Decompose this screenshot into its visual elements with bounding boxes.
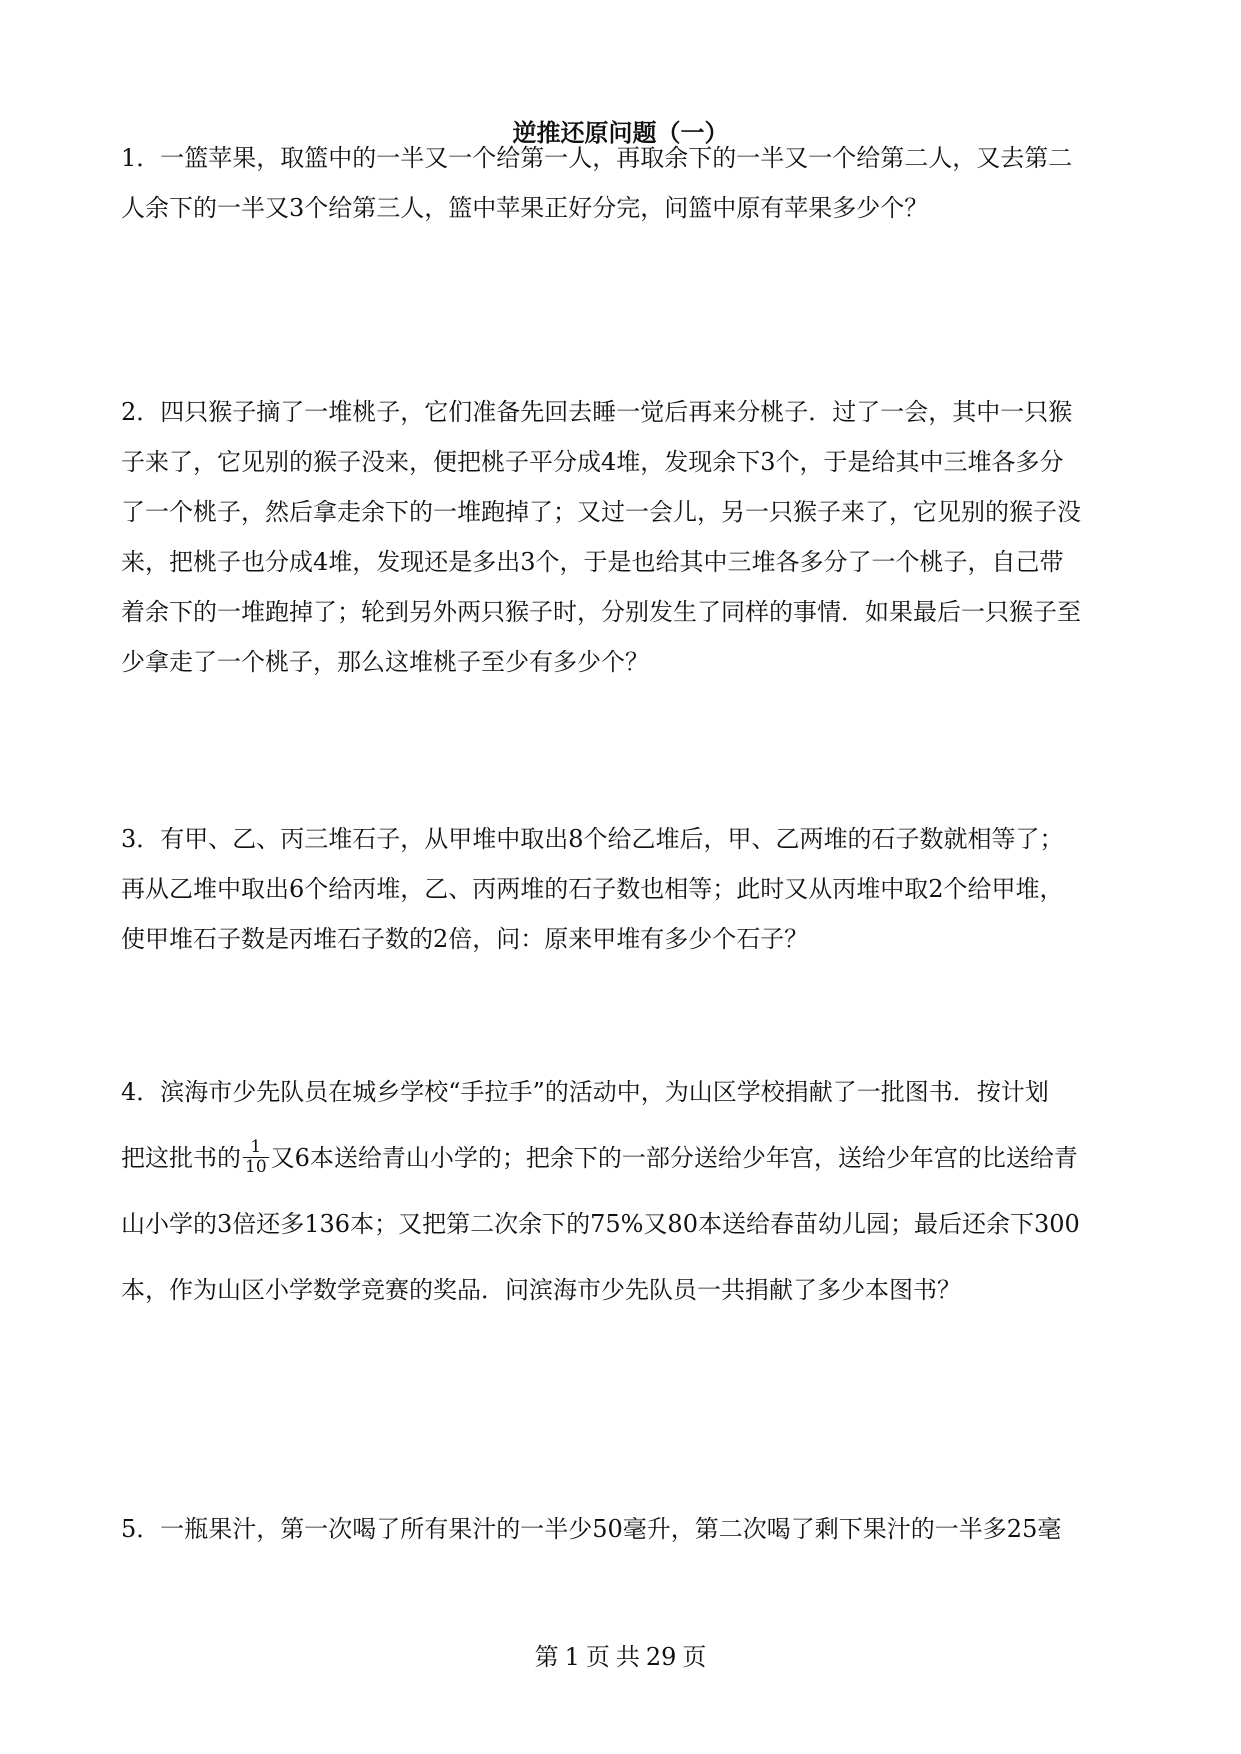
problem-4-line-2-start: 把这批书的 xyxy=(121,1144,241,1172)
fraction-numerator: 1 xyxy=(243,1138,269,1158)
problem-2-line-1: 2．四只猴子摘了一堆桃子，它们准备先回去睡一觉后再来分桃子．过了一会，其中一只猴 xyxy=(121,398,1073,426)
footer-page-number: 1 xyxy=(564,1643,580,1671)
problem-2-line-4: 来，把桃子也分成4堆，发现还是多出3个，于是也给其中三堆各多分了一个桃子，自己带 xyxy=(121,548,1064,576)
problem-4-line-2-end: 又6本送给青山小学的；把余下的一部分送给少年宫，送给少年宫的比送给青 xyxy=(270,1144,1078,1172)
problem-4-line-3: 山小学的3倍还多136本；又把第二次余下的75%又80本送给春苗幼儿园；最后还余下300 xyxy=(121,1210,1080,1238)
problem-2 xyxy=(121,387,1121,687)
footer-total-unit: 页 xyxy=(682,1643,707,1671)
problem-1 xyxy=(121,133,1121,233)
fraction-one-tenth xyxy=(243,1138,269,1177)
fraction-denominator: 10 xyxy=(245,1157,267,1177)
problem-4-line-2 xyxy=(121,1125,1121,1191)
footer-total-word: 共 xyxy=(615,1643,640,1671)
footer-total-number: 29 xyxy=(645,1643,677,1671)
problem-3-line-3: 使甲堆石子数是丙堆石子数的2倍，问：原来甲堆有多少个石子？ xyxy=(121,925,809,953)
footer-page-unit: 页 xyxy=(585,1643,610,1671)
footer-page-word: 第 xyxy=(534,1643,559,1671)
problem-2-line-6: 少拿走了一个桃子，那么这堆桃子至少有多少个？ xyxy=(121,648,649,676)
problem-3 xyxy=(121,814,1121,964)
problem-1-line-1: 1．一篮苹果，取篮中的一半又一个给第一人，再取余下的一半又一个给第二人，又去第二 xyxy=(121,144,1073,172)
problem-4-line-1: 4．滨海市少先队员在城乡学校“手拉手”的活动中，为山区学校捐献了一批图书．按计划 xyxy=(121,1078,1049,1106)
page-footer xyxy=(0,1642,1241,1672)
problem-2-line-3: 了一个桃子，然后拿走余下的一堆跑掉了；又过一会儿，另一只猴子来了，它见别的猴子没 xyxy=(121,498,1081,526)
problem-4-line-4: 本，作为山区小学数学竞赛的奖品．问滨海市少先队员一共捐献了多少本图书？ xyxy=(121,1276,961,1304)
page-title: 逆推还原问题（一） xyxy=(512,118,729,147)
problem-3-line-2: 再从乙堆中取出6个给丙堆，乙、丙两堆的石子数也相等；此时又从丙堆中取2个给甲堆， xyxy=(121,875,1064,903)
problem-2-line-5: 着余下的一堆跑掉了；轮到另外两只猴子时，分别发生了同样的事情．如果最后一只猴子至 xyxy=(121,598,1081,626)
problem-3-line-1: 3．有甲、乙、丙三堆石子，从甲堆中取出8个给乙堆后，甲、乙两堆的石子数就相等了； xyxy=(121,825,1064,853)
problem-2-line-2: 子来了，它见别的猴子没来，便把桃子平分成4堆，发现余下3个，于是给其中三堆各多分 xyxy=(121,448,1064,476)
problem-1-line-2: 人余下的一半又3个给第三人，篮中苹果正好分完，问篮中原有苹果多少个？ xyxy=(121,194,929,222)
problem-5 xyxy=(121,1504,1121,1554)
problem-4 xyxy=(121,1059,1121,1323)
problem-5-line-1: 5．一瓶果汁，第一次喝了所有果汁的一半少50毫升，第二次喝了剩下果汁的一半多25毫 xyxy=(121,1515,1062,1543)
